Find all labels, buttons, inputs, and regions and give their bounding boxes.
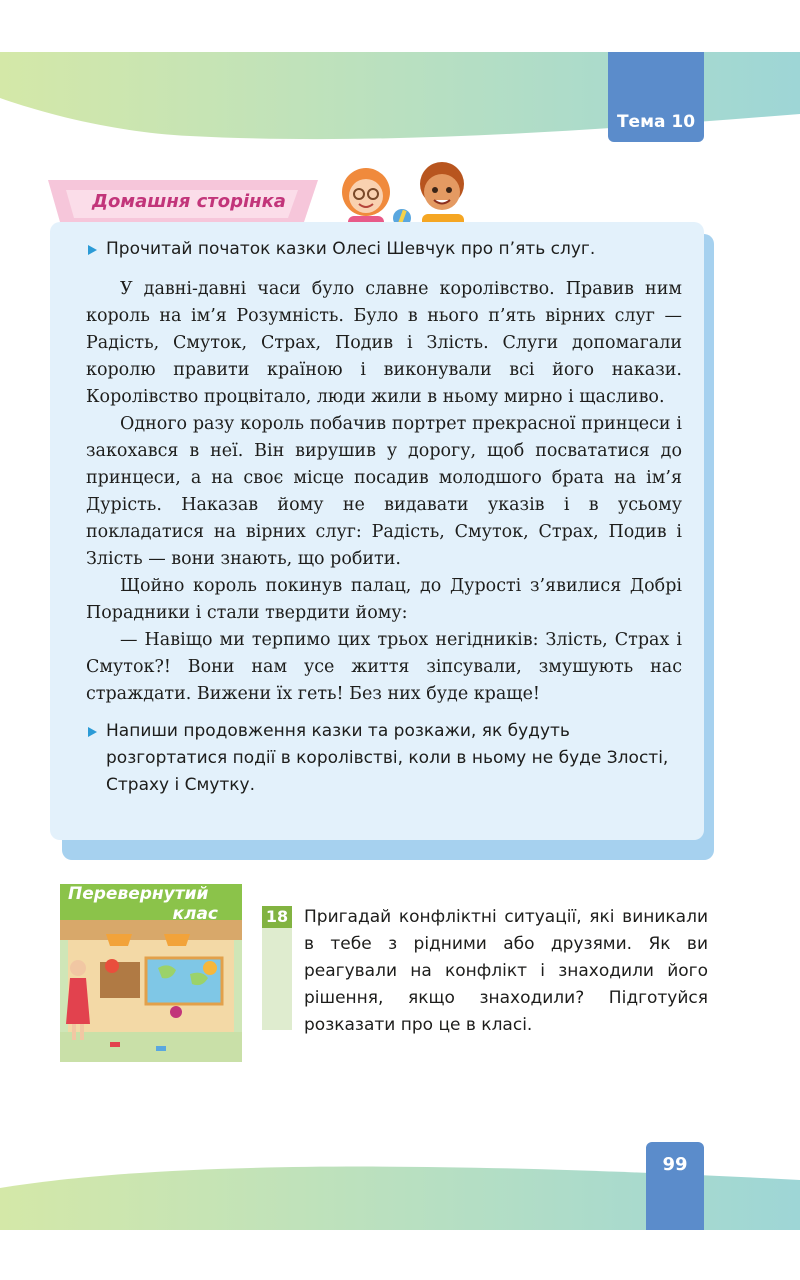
task-read (88, 236, 688, 263)
story-paragraph: У давні-давні часи було славне королівство. Правив ним король на ім’я Розумність. Було в нього п’ять вірних слуг — Радість, Смуток, Страх, Подив і Злість. Слуги допомагали королю правити країною і виконували всі його накази. Королівство процвітало, люди жили в ньому мирно і щасливо. (86, 279, 682, 407)
topic-label: Тема 10 (616, 112, 696, 132)
flipped-class-label: Перевернутий клас (68, 884, 218, 924)
bullet-arrow-icon (88, 245, 97, 255)
story-text (86, 276, 682, 708)
task-read-text: Прочитай початок казки Олесі Шевчук про п’ять слуг. (106, 239, 596, 259)
page-number: 99 (662, 1154, 688, 1175)
exercise-text: Пригадай конфліктні ситуації, які виникали в тебе з рідними або друзями. Як ви реагували на конфлікт і знаходили його рішення, якщо знаходили? Підготуйся розказати про це в класі. (304, 907, 708, 1035)
story-paragraph: Одного разу король побачив портрет прекрасної принцеси і закохався в неї. Він вирушив у дорогу, щоб посвататися до принцеси, а на своє місце посадив молодшого брата на ім’я Дурість. Наказав йому не видавати указів і в усьому покладатися на вірних слуг: Радість, Смуток, Страх, Подив і Злість — вони знають, що робити. (86, 414, 682, 569)
task-write (88, 718, 688, 799)
topic-tab (608, 52, 704, 142)
home-section-label: Домашня сторінка (92, 191, 286, 212)
bullet-arrow-icon (88, 727, 97, 737)
page-number-tab (646, 1142, 704, 1230)
task-write-text: Напиши продовження казки та розкажи, як будуть розгортатися події в королівстві, коли в ньому не буде Злості, Страху і Смутку. (106, 721, 669, 795)
story-paragraph: — Навіщо ми терпимо цих трьох негідників: Злість, Страх і Смуток?! Вони нам усе життя зіпсували, змушують нас страждати. Вижени їх геть! Без них буде краще! (86, 630, 682, 704)
exercise-number: 18 (262, 906, 292, 928)
story-paragraph: Щойно король покинув палац, до Дурості з’явилися Добрі Порадники і стали твердити йому: (86, 576, 682, 623)
